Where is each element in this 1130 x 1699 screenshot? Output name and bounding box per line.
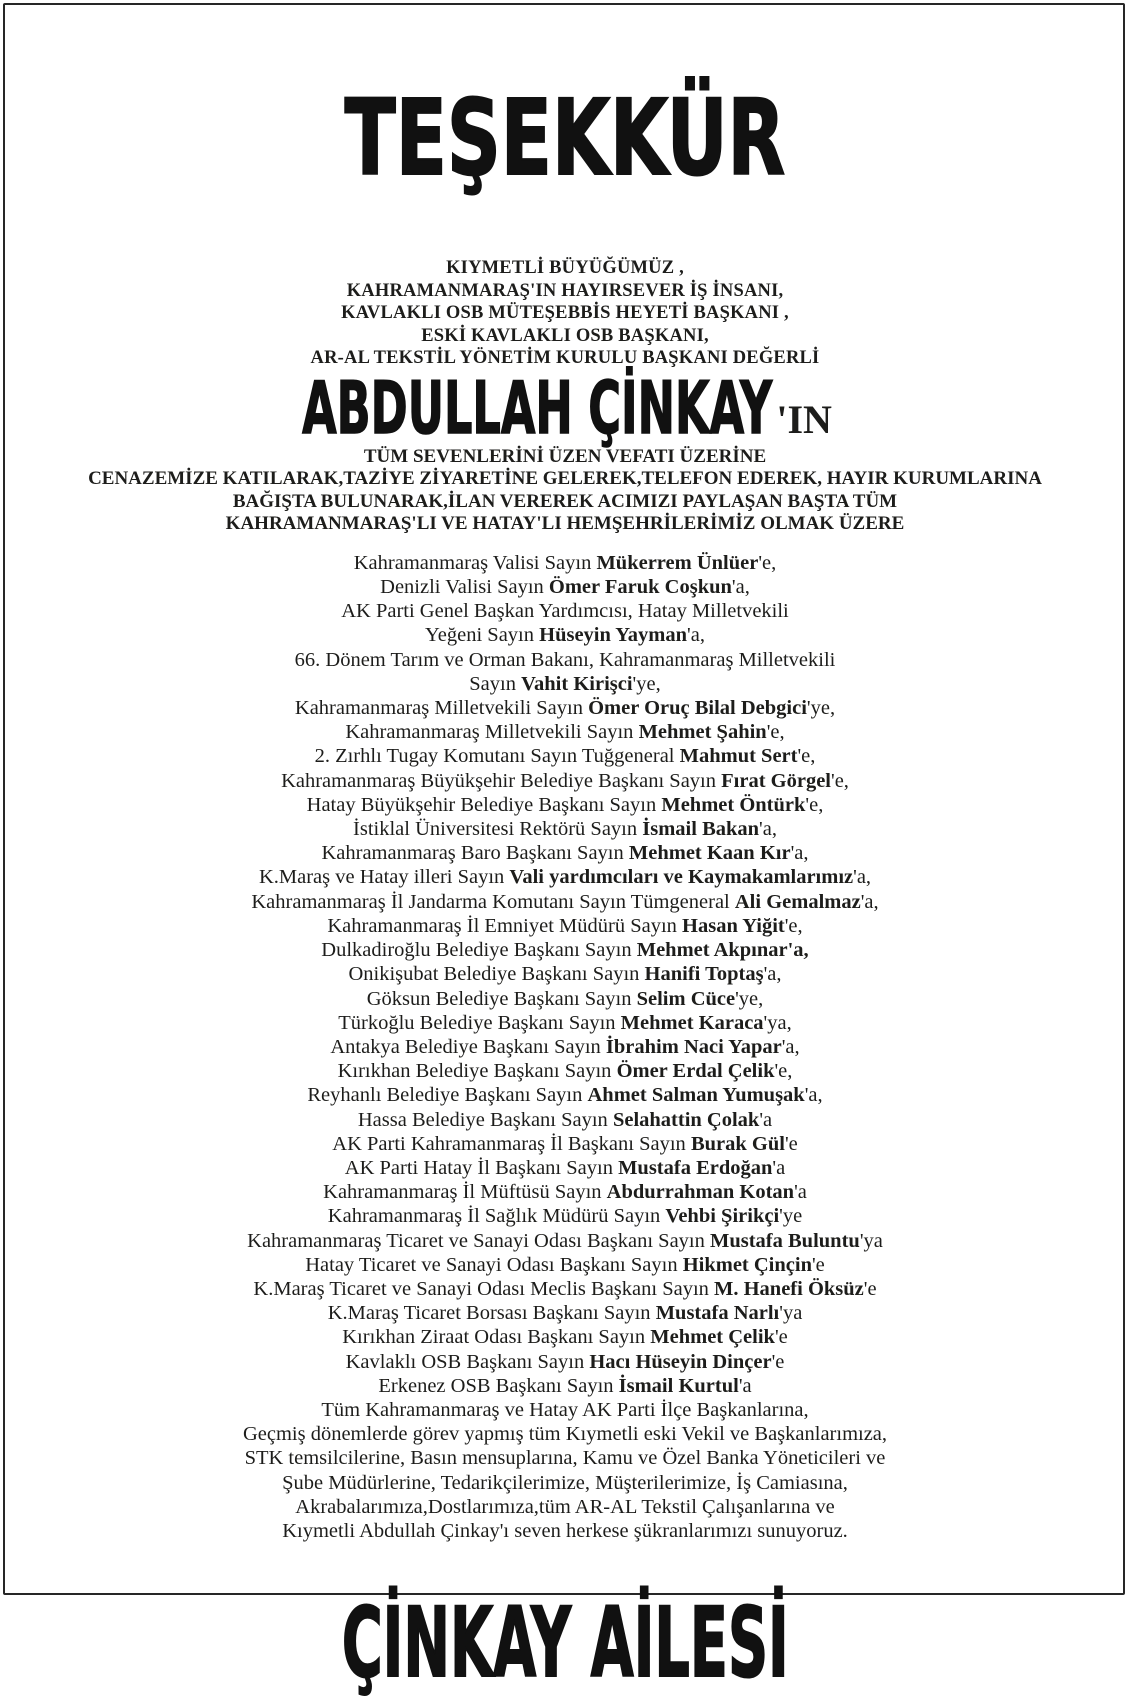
person-name: Selahattin Çolak (612, 1108, 760, 1131)
acknowledgement-line (0, 696, 1130, 720)
line-text: 'a, (687, 624, 705, 647)
person-name: Vahit Kirişci (521, 672, 633, 695)
line-text: Kahramanmaraş Baro Başkanı Sayın (321, 842, 629, 865)
condolence-intro-line: CENAZEMİZE KATILARAK,TAZİYE ZİYARETİNE GELEREK,TELEFON EDEREK, HAYIR KURUMLARINA (88, 468, 1042, 490)
deceased-intro-line: KAHRAMANMARAŞ'IN HAYIRSEVER İŞ İNSANI, (346, 280, 784, 301)
line-text: 'ye, (806, 697, 836, 720)
line-text: 'e, (797, 745, 816, 768)
line-text: Kahramanmaraş Büyükşehir Belediye Başkanı Sayın (281, 769, 722, 792)
person-name: Fırat Görgel (721, 769, 831, 792)
person-name: Mustafa Buluntu (710, 1229, 860, 1252)
person-name: Ömer Faruk Coşkun (548, 576, 732, 599)
acknowledgement-line (0, 1495, 1130, 1519)
line-text: 'ya (859, 1229, 883, 1252)
acknowledgement-line (0, 1325, 1130, 1349)
acknowledgement-line (0, 1132, 1130, 1156)
line-text: AK Parti Hatay İl Başkanı Sayın (344, 1156, 619, 1179)
line-text: Kahramanmaraş Milletvekili Sayın (294, 697, 589, 720)
person-name: Mustafa Narlı (655, 1302, 780, 1325)
line-text: Şube Müdürlerine, Tedarikçilerimize, Müşterilerimize, İş Camiasına, (282, 1471, 848, 1494)
acknowledgement-line (0, 914, 1130, 938)
acknowledgement-line (0, 793, 1130, 817)
acknowledgement-line (0, 1422, 1130, 1446)
line-text: Hatay Büyükşehir Belediye Başkanı Sayın (306, 793, 662, 816)
line-text: STK temsilcilerine, Basın mensuplarına, Kamu ve Özel Banka Yöneticileri ve (244, 1447, 886, 1470)
acknowledgement-line (0, 962, 1130, 986)
family-signature (0, 1587, 1130, 1699)
line-text: 'a (794, 1181, 807, 1204)
line-text: Antakya Belediye Başkanı Sayın (330, 1035, 606, 1058)
acknowledgement-line (0, 1011, 1130, 1035)
person-name: Hasan Yiğit (682, 914, 785, 937)
line-text: Dulkadiroğlu Belediye Başkanı Sayın (321, 939, 637, 962)
line-text: Kahramanmaraş Valisi Sayın (353, 551, 597, 574)
line-text: 'e, (774, 1060, 793, 1083)
line-text: 'a, (860, 890, 879, 913)
person-name: Vehbi Şirikçi (665, 1205, 780, 1228)
acknowledgement-line (0, 599, 1130, 623)
line-text: 'a, (790, 842, 809, 865)
line-text: Kahramanmaraş Milletvekili Sayın (345, 721, 639, 744)
person-name: Mehmet Karaca (620, 1011, 764, 1034)
person-name: Hüseyin Yayman (539, 624, 688, 647)
line-text: Kırıkhan Belediye Başkanı Sayın (337, 1060, 617, 1083)
acknowledgement-line (0, 1156, 1130, 1180)
acknowledgement-line (0, 938, 1130, 962)
line-text: Denizli Valisi Sayın (380, 576, 549, 599)
line-text: 'ye, (735, 987, 764, 1010)
person-name: Mehmet Çelik (650, 1326, 775, 1349)
line-text: AK Parti Kahramanmaraş İl Başkanı Sayın (332, 1132, 691, 1155)
person-name: Mehmet Akpınar'a, (636, 939, 809, 962)
page-title-text: TEŞEKKÜR (344, 76, 786, 199)
line-text: 'a (738, 1374, 752, 1397)
acknowledgement-line (0, 890, 1130, 914)
acknowledgement-line (0, 1180, 1130, 1204)
line-text: K.Maraş ve Hatay illeri Sayın (258, 866, 510, 889)
line-text: 'ye, (632, 672, 661, 695)
line-text: AK Parti Genel Başkan Yardımcısı, Hatay Milletvekili (341, 600, 789, 623)
acknowledgement-line (0, 817, 1130, 841)
acknowledgement-line (0, 1059, 1130, 1083)
acknowledgement-line (0, 841, 1130, 865)
person-name: Ali Gemalmaz (734, 890, 861, 913)
person-name: İsmail Kurtul (618, 1374, 739, 1397)
acknowledgement-line (0, 1035, 1130, 1059)
person-name: M. Hanefi Öksüz (714, 1277, 864, 1300)
acknowledgement-line (0, 744, 1130, 768)
person-name: Ömer Erdal Çelik (616, 1060, 775, 1083)
line-text: Erkenez OSB Başkanı Sayın (378, 1374, 619, 1397)
acknowledgement-line (0, 1446, 1130, 1470)
person-name: Burak Gül (690, 1132, 785, 1155)
line-text: 'ye (779, 1205, 803, 1228)
person-name: Vali yardımcıları ve Kaymakamlarımız (509, 866, 854, 889)
acknowledgement-list (0, 551, 1130, 1543)
line-text: 2. Zırhlı Tugay Komutanı Sayın Tuğgeneral (314, 745, 680, 768)
acknowledgement-line (0, 1471, 1130, 1495)
line-text: K.Maraş Ticaret Borsası Başkanı Sayın (327, 1302, 656, 1325)
line-text: 'e (811, 1253, 825, 1276)
condolence-intro-block (0, 446, 1130, 536)
line-text: 'a, (731, 576, 750, 599)
line-text: Hassa Belediye Başkanı Sayın (357, 1108, 613, 1131)
line-text: Türkoğlu Belediye Başkanı Sayın (338, 1011, 621, 1034)
line-text: 'ya (779, 1302, 803, 1325)
deceased-intro-line: KAVLAKLI OSB MÜTEŞEBBİS HEYETİ BAŞKANI , (341, 303, 789, 324)
line-text: Reyhanlı Belediye Başkanı Sayın (307, 1084, 588, 1107)
line-text: Kahramanmaraş İl Müftüsü Sayın (323, 1181, 607, 1204)
line-text: 'a, (759, 818, 777, 841)
line-text: Hatay Ticaret ve Sanayi Odası Başkanı Sayın (305, 1253, 683, 1276)
line-text: 'e, (766, 721, 785, 744)
line-text: Yeğeni Sayın (425, 624, 540, 647)
acknowledgement-line (0, 1204, 1130, 1228)
line-text: 'a, (853, 866, 872, 889)
acknowledgement-line (0, 769, 1130, 793)
line-text: Kahramanmaraş Ticaret ve Sanayi Odası Başkanı Sayın (247, 1229, 710, 1252)
acknowledgement-line (0, 1519, 1130, 1543)
person-name: Mehmet Kaan Kır (628, 842, 791, 865)
line-text: 'e (771, 1350, 785, 1373)
line-text: 'e (774, 1326, 788, 1349)
acknowledgement-line (0, 575, 1130, 599)
line-text: 'a, (763, 963, 782, 986)
acknowledgement-line (0, 1301, 1130, 1325)
line-text: Kıymetli Abdullah Çinkay'ı seven herkese şükranlarımızı sunuyoruz. (282, 1519, 848, 1542)
deceased-intro-line: ESKİ KAVLAKLI OSB BAŞKANI, (421, 325, 709, 346)
line-text: Akrabalarımıza,Dostlarımıza,tüm AR-AL Tekstil Çalışanlarına ve (295, 1495, 835, 1518)
line-text: 'ya, (763, 1011, 792, 1034)
line-text: İstiklal Üniversitesi Rektörü Sayın (353, 818, 643, 841)
line-text: 'e, (831, 769, 849, 792)
condolence-intro-line: KAHRAMANMARAŞ'LI VE HATAY'LI HEMŞEHRİLERİMİZ OLMAK ÜZERE (225, 513, 905, 535)
line-text: 'e (863, 1277, 877, 1300)
acknowledgement-line (0, 1277, 1130, 1301)
line-text: K.Maraş Ticaret ve Sanayi Odası Meclis Başkanı Sayın (253, 1277, 715, 1300)
acknowledgement-line (0, 551, 1130, 575)
acknowledgement-line (0, 987, 1130, 1011)
line-text: Onikişubat Belediye Başkanı Sayın (348, 963, 645, 986)
person-name: Ahmet Salman Yumuşak (587, 1084, 805, 1107)
line-text: Kavlaklı OSB Başkanı Sayın (345, 1350, 590, 1373)
person-name: Selim Cüce (636, 987, 736, 1010)
line-text: Sayın (469, 672, 522, 695)
acknowledgement-line (0, 648, 1130, 672)
acknowledgement-line (0, 720, 1130, 744)
person-name: Mahmut Sert (679, 745, 798, 768)
family-signature-text: ÇİNKAY AİLESİ (341, 1587, 789, 1699)
acknowledgement-line (0, 1229, 1130, 1253)
line-text: 'e, (805, 793, 824, 816)
person-name: Mehmet Şahin (638, 721, 767, 744)
page-title (0, 76, 1130, 199)
line-text: 'e, (784, 914, 803, 937)
acknowledgement-line (0, 1350, 1130, 1374)
deceased-name-suffix: 'IN (776, 396, 832, 442)
line-text: Kırıkhan Ziraat Odası Başkanı Sayın (342, 1326, 651, 1349)
person-name: Ömer Oruç Bilal Debgici (588, 697, 807, 720)
condolence-intro-line: BAĞIŞTA BULUNARAK,İLAN VEREREK ACIMIZI PAYLAŞAN BAŞTA TÜM (232, 490, 898, 512)
person-name: Hikmet Çinçin (682, 1253, 812, 1276)
acknowledgement-line (0, 1398, 1130, 1422)
line-text: 'e, (758, 551, 777, 574)
line-text: Kahramanmaraş İl Sağlık Müdürü Sayın (327, 1205, 666, 1228)
acknowledgement-line (0, 865, 1130, 889)
deceased-intro-line: KIYMETLİ BÜYÜĞÜMÜZ , (446, 258, 684, 279)
line-text: Kahramanmaraş İl Emniyet Müdürü Sayın (327, 914, 683, 937)
line-text: 'e (784, 1132, 798, 1155)
acknowledgement-line (0, 672, 1130, 696)
line-text: 'a, (781, 1035, 800, 1058)
person-name: İbrahim Naci Yapar (605, 1035, 782, 1058)
line-text: Göksun Belediye Başkanı Sayın (366, 987, 637, 1010)
person-name: Mehmet Öntürk (661, 793, 806, 816)
condolence-intro-line: TÜM SEVENLERİNİ ÜZEN VEFATI ÜZERİNE (363, 445, 767, 467)
person-name: Hanifi Toptaş (644, 963, 764, 986)
acknowledgement-line (0, 1374, 1130, 1398)
deceased-name (0, 365, 1130, 450)
person-name: Hacı Hüseyin Dinçer (589, 1350, 772, 1373)
deceased-intro-block (0, 257, 1130, 370)
acknowledgement-line (0, 1083, 1130, 1107)
line-text: 'a (759, 1108, 773, 1131)
deceased-intro-line: AR-AL TEKSTİL YÖNETİM KURULU BAŞKANI DEĞERLİ (310, 348, 820, 369)
deceased-name-text: ABDULLAH ÇİNKAY (302, 365, 773, 450)
person-name: Abdurrahman Kotan (606, 1181, 795, 1204)
line-text: Tüm Kahramanmaraş ve Hatay AK Parti İlçe Başkanlarına, (321, 1398, 809, 1421)
person-name: İsmail Bakan (642, 818, 760, 841)
acknowledgement-line (0, 1253, 1130, 1277)
person-name: Mustafa Erdoğan (618, 1156, 773, 1179)
line-text: 'a, (804, 1084, 823, 1107)
acknowledgement-line (0, 1108, 1130, 1132)
line-text: Geçmiş dönemlerde görev yapmış tüm Kıymetli eski Vekil ve Başkanlarımıza, (242, 1423, 888, 1446)
acknowledgement-line (0, 623, 1130, 647)
line-text: Kahramanmaraş İl Jandarma Komutanı Sayın Tümgeneral (251, 890, 735, 913)
line-text: 'a (772, 1156, 786, 1179)
person-name: Mükerrem Ünlüer (596, 551, 759, 574)
line-text: 66. Dönem Tarım ve Orman Bakanı, Kahramanmaraş Milletvekili (294, 648, 836, 671)
